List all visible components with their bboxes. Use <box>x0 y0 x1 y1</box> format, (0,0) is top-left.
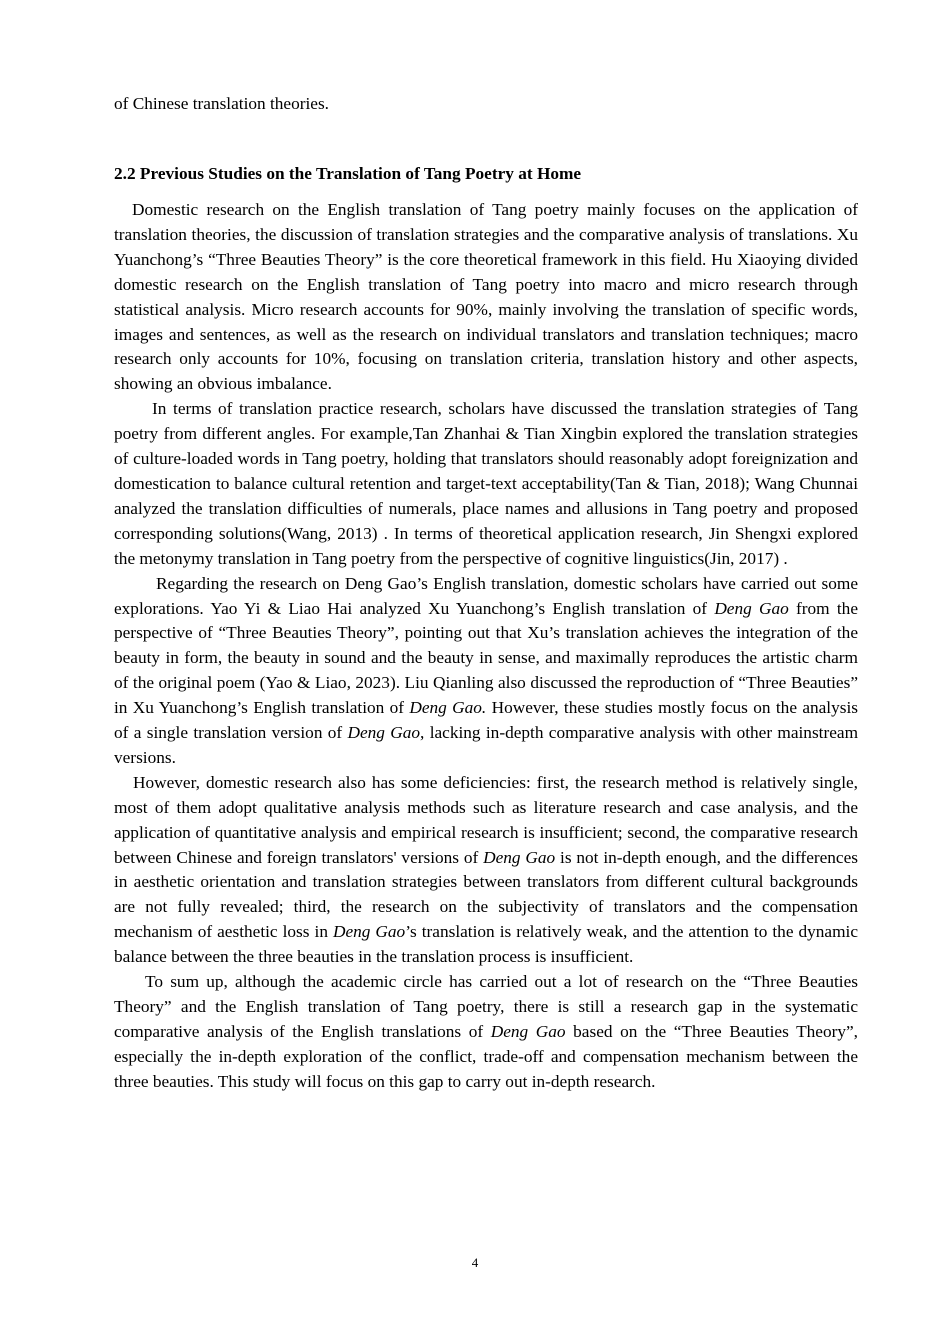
italic-title-run: Deng Gao. <box>409 698 487 718</box>
text-run: , lacking in-depth comparative analysis with other mainstream versions. <box>114 723 859 767</box>
paragraph-deficiencies <box>114 771 858 970</box>
italic-title-run: Deng Gao <box>714 598 789 618</box>
text-run: from the perspective of “Three Beauties Theory”, pointing out that Xu’s translation achieves the integration of the beauty in form, the beauty in sound and the beauty in sense, and maximally reproduces the artistic charm of the original poem (Yao & Liao, 2023). Liu Qianling also discussed the reproduction of “Three Beauties” in Xu Yuanchong’s English translation of <box>114 598 858 718</box>
page-number: 4 <box>471 1255 479 1270</box>
paragraph-deng-gao-research <box>114 572 858 771</box>
carryover-text: of Chinese translation theories. <box>114 94 330 113</box>
text-run: is not in-depth enough, and the differences in aesthetic orientation and translation strategies between translators from different cultural backgrounds are not fully revealed; third, the research on the subjectivity of translators and the compensation mechanism of aesthetic loss in <box>114 847 858 942</box>
document-page <box>114 91 858 1095</box>
italic-title-run: Deng Gao <box>332 922 406 942</box>
body-text <box>114 198 858 1095</box>
text-run: However, these studies mostly focus on the analysis of a single translation version of <box>114 698 858 743</box>
text-run: In terms of translation practice research, scholars have discussed the translation strategies of Tang poetry from different angles. For example,Tan Zhanhai & Tian Xingbin explored the translation strategies of culture-loaded words in Tang poetry, holding that translators should reasonably adopt foreignization and domestication to balance cultural retention and target-text acceptability(Tan & Tian, 2018); Wang Chunnai analyzed the translation difficulties of numerals, place names and allusions in Tang poetry and proposed corresponding solutions(Wang, 2013) . In terms of theoretical application research, Jin Shengxi explored the metonymy translation in Tang poetry from the perspective of cognitive linguistics(Jin, 2017) . <box>114 399 858 568</box>
italic-title-run: Deng Gao <box>347 723 421 743</box>
text-run: However, domestic research also has some deficiencies: first, the research method is relatively single, most of them adopt qualitative analysis methods such as literature research and case analysis, and the application of quantitative analysis and empirical research is insufficient; second, the comparative research between Chinese and foreign translators' versions of <box>114 772 858 867</box>
paragraph-practice-research <box>114 397 858 571</box>
text-run: To sum up, although the academic circle has carried out a lot of research on the “Three Beauties Theory” and the English translation of Tang poetry, there is still a research gap in the systematic comparative analysis of the English translations of <box>114 972 858 1041</box>
italic-title-run: Deng Gao <box>490 1021 566 1041</box>
text-run: based on the “Three Beauties Theory”, especially the in-depth exploration of the conflict, trade-off and compensation mechanism between the three beauties. This study will focus on this gap to carry out in-depth research. <box>114 1021 858 1091</box>
paragraph-summary <box>114 970 858 1095</box>
paragraph-overview <box>114 198 858 397</box>
section-heading: 2.2 Previous Studies on the Translation of Tang Poetry at Home <box>114 164 582 183</box>
italic-title-run: Deng Gao <box>483 847 556 867</box>
text-run: Domestic research on the English translation of Tang poetry mainly focuses on the application of translation theories, the discussion of translation strategies and the comparative analysis of translations. Xu Yuanchong’s “Three Beauties Theory” is the core theoretical framework in this field. Hu Xiaoying divided domestic research on the English translation of Tang poetry into macro and micro research through statistical analysis. Micro research accounts for 90%, mainly involving the translation of specific words, images and sentences, as well as the research on individual translators and translation techniques; macro research only accounts for 10%, focusing on translation criteria, translation history and other aspects, showing an obvious imbalance. <box>114 200 858 394</box>
text-run: ’s translation is relatively weak, and the attention to the dynamic balance between the three beauties in the translation process is insufficient. <box>114 922 859 967</box>
text-run: Regarding the research on Deng Gao’s English translation, domestic scholars have carried out some explorations. Yao Yi & Liao Hai analyzed Xu Yuanchong’s English translation of <box>114 573 858 618</box>
